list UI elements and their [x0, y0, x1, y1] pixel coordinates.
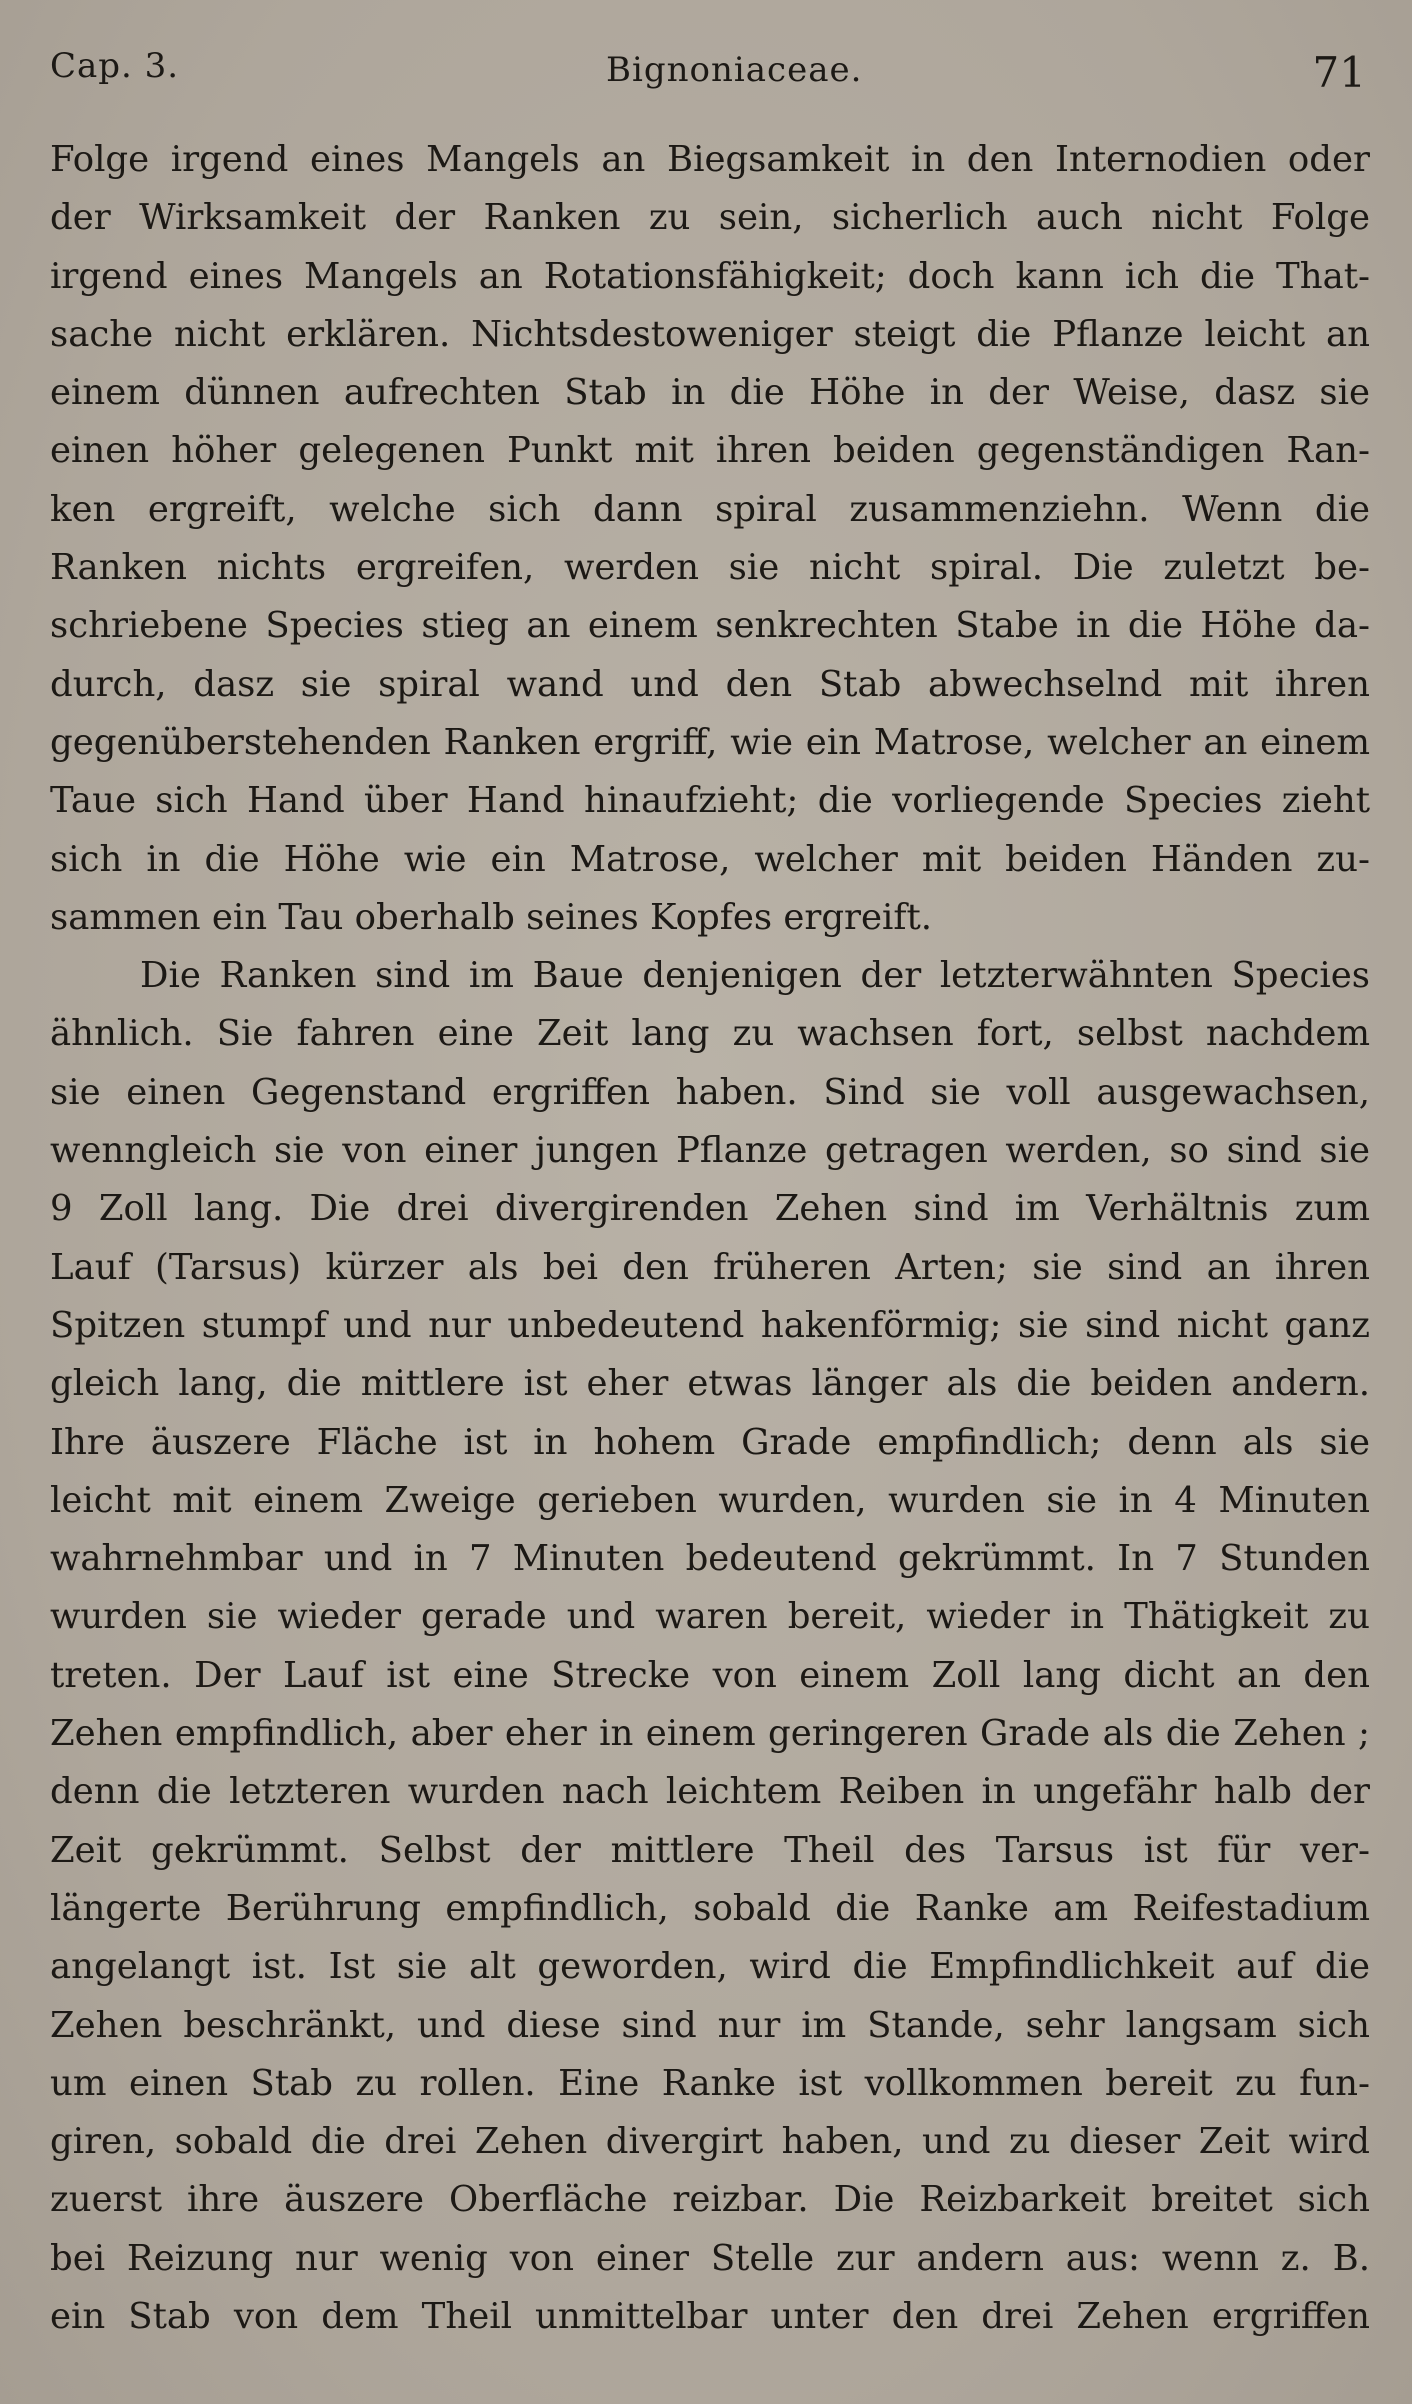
running-title: Bignoniaceae. [606, 50, 863, 90]
text-line: ken ergreift, welche sich dann spiral zusammenziehn. Wenn die [50, 488, 1370, 530]
text-line: Spitzen stumpf und nur unbedeutend hakenförmig; sie sind nicht ganz [50, 1304, 1370, 1346]
text-line: um einen Stab zu rollen. Eine Ranke ist vollkommen bereit zu fun- [50, 2062, 1370, 2104]
text-line: wurden sie wieder gerade und waren bereit, wieder in Thätigkeit zu [50, 1596, 1370, 1638]
text-line: Ihre äuszere Fläche ist in hohem Grade empfindlich; denn als sie [50, 1421, 1370, 1463]
page-header [50, 40, 1372, 100]
text-line: schriebene Species stieg an einem senkrechten Stabe in die Höhe da- [50, 605, 1370, 647]
text-line: wenngleich sie von einer jungen Pflanze getragen werden, so sind sie [50, 1130, 1370, 1172]
text-line: gleich lang, die mittlere ist eher etwas länger als die beiden andern. [50, 1363, 1370, 1405]
paragraph [50, 131, 1370, 947]
text-line: angelangt ist. Ist sie alt geworden, wird die Empfindlichkeit auf die [50, 1946, 1370, 1988]
text-line: durch, dasz sie spiral wand und den Stab abwechselnd mit ihren [50, 663, 1370, 705]
text-line: sammen ein Tau oberhalb seines Kopfes ergreift. [50, 896, 933, 938]
text-line: gegenüberstehenden Ranken ergriff, wie ein Matrose, welcher an einem [50, 721, 1370, 763]
text-line: wahrnehmbar und in 7 Minuten bedeutend gekrümmt. In 7 Stunden [50, 1538, 1370, 1580]
text-line: Lauf (Tarsus) kürzer als bei den früheren Arten; sie sind an ihren [50, 1246, 1370, 1288]
text-line: Zehen beschränkt, und diese sind nur im Stande, sehr langsam sich [50, 2004, 1370, 2046]
text-line: einem dünnen aufrechten Stab in die Höhe in der Weise, dasz sie [50, 372, 1370, 414]
text-line: ähnlich. Sie fahren eine Zeit lang zu wachsen fort, selbst nachdem [50, 1013, 1370, 1055]
text-line: der Wirksamkeit der Ranken zu sein, sicherlich auch nicht Folge [50, 197, 1370, 239]
text-line: Folge irgend eines Mangels an Biegsamkeit in den Internodien oder [50, 139, 1370, 180]
text-line: Zeit gekrümmt. Selbst der mittlere Theil des Tarsus ist für ver- [50, 1829, 1370, 1871]
text-line: Taue sich Hand über Hand hinaufzieht; die vorliegende Species zieht [50, 780, 1370, 822]
chapter-label: Cap. 3. [50, 46, 180, 86]
text-line: treten. Der Lauf ist eine Strecke von einem Zoll lang dicht an den [50, 1654, 1370, 1696]
text-line: Ranken nichts ergreifen, werden sie nicht spiral. Die zuletzt be- [50, 547, 1370, 589]
text-line: irgend eines Mangels an Rotationsfähigkeit; doch kann ich die That- [50, 255, 1370, 297]
text-line: bei Reizung nur wenig von einer Stelle zur andern aus: wenn z. B. [50, 2237, 1370, 2279]
text-line: Zehen empfindlich, aber eher in einem geringeren Grade als die Zehen ; [50, 1713, 1370, 1755]
text-line: zuerst ihre äuszere Oberfläche reizbar. Die Reizbarkeit breitet sich [50, 2179, 1370, 2221]
text-line: giren, sobald die drei Zehen divergirt haben, und zu dieser Zeit wird [50, 2121, 1370, 2163]
text-line: einen höher gelegenen Punkt mit ihren beiden gegenständigen Ran- [50, 430, 1370, 472]
text-line: sie einen Gegenstand ergriffen haben. Sind sie voll ausgewachsen, [50, 1071, 1370, 1113]
text-line: längerte Berührung empfindlich, sobald die Ranke am Reifestadium [50, 1887, 1370, 1929]
text-line: sache nicht erklären. Nichtsdestoweniger steigt die Pflanze leicht an [50, 313, 1370, 355]
text-line: sich in die Höhe wie ein Matrose, welcher mit beiden Händen zu- [50, 838, 1370, 880]
text-line: Die Ranken sind im Baue denjenigen der letzterwähnten Species [140, 955, 1370, 997]
page-number: 71 [1312, 48, 1366, 97]
text-line: ein Stab von dem Theil unmittelbar unter den drei Zehen ergriffen [50, 2295, 1370, 2337]
text-line: 9 Zoll lang. Die drei divergirenden Zehen sind im Verhältnis zum [50, 1188, 1370, 1230]
text-line: denn die letzteren wurden nach leichtem Reiben in ungefähr halb der [50, 1771, 1370, 1813]
paragraph [50, 947, 1370, 2346]
body-text [50, 131, 1370, 2346]
text-line: leicht mit einem Zweige gerieben wurden, wurden sie in 4 Minuten [50, 1479, 1370, 1521]
